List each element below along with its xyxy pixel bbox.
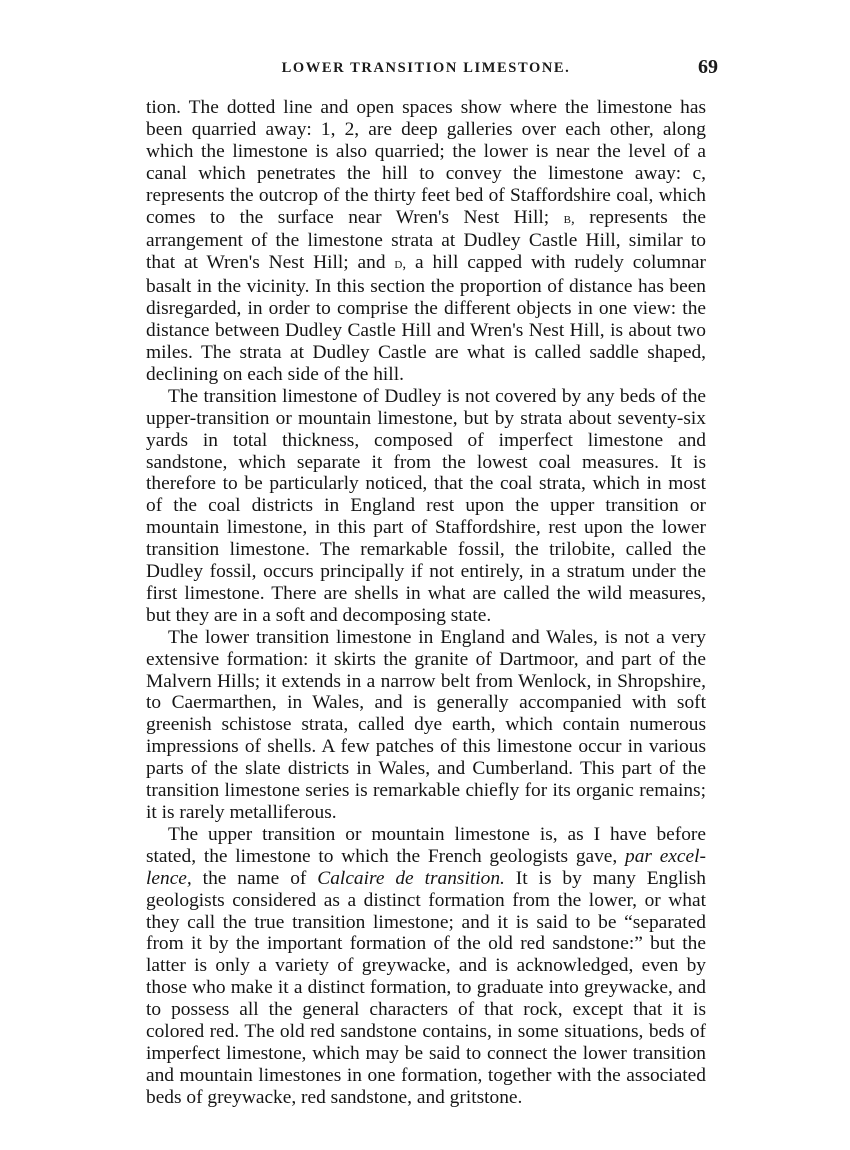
paragraph-2: The transition limestone of Dudley is not covered by any beds of the upper-transition or mountain limestone, but by strata about seventy-six yards in total thickness, composed of imperfect limestone and sandstone, which separate it from the lowest coal measures. It is therefore to be particularly noticed, that the coal strata, which in most of the coal districts in England rest upon the upper transition or mountain limestone, in this part of Staffordshire, rest upon the lower transition limestone. The remarkable fossil, the trilobite, called the Dudley fossil, occurs principally if not entirely, in a stratum under the first limestone. There are shells in what are called the wild measures, but they are in a soft and decomposing state.: [146, 385, 706, 626]
paragraph-1-text-c: a hill capped with rudely columnar basalt in the vicinity. In this section the proportion of distance has been disregarded, in order to comprise the different objects in one view: the distance between Dudley Castle Hill and Wren's Nest Hill, is about two miles. The strata at Dudley Castle are what is called saddle shaped, declining on each side of the hill.: [146, 252, 706, 385]
paragraph-4-text-a: The upper transition or mountain limestone is, as I have before stated, the limestone to which the French geologists gave,: [146, 823, 706, 867]
paragraph-1-text-b: represents the arrangement of the limestone strata at Dudley Castle Hill, similar to that at Wren's Nest Hill; and: [146, 206, 706, 274]
running-title: LOWER TRANSITION LIMESTONE.: [281, 60, 571, 76]
italic-calcaire-de-transition: Calcaire de transition.: [317, 867, 505, 889]
section-label-d: d,: [394, 256, 407, 273]
running-head: [146, 56, 718, 82]
paragraph-4: [146, 824, 706, 1109]
body-text: [146, 97, 706, 1109]
paragraph-3: The lower transition limestone in England and Wales, is not a very extensive formation: it skirts the granite of Dartmoor, and part of the Malvern Hills; it extends in a narrow belt from Wenlock, in Shropshire, to Caermarthen, in Wales, and is generally accompanied with soft greenish schistose strata, called dye earth, which contain numerous impressions of shells. A few patches of this limestone occur in various parts of the slate districts in Wales, and Cumberland. This part of the transition limestone series is remarkable chiefly for its organic remains; it is rarely metalliferous.: [146, 626, 706, 823]
paragraph-1-text-a: tion. The dotted line and open spaces show where the limestone has been quarried away: 1, 2, are deep galleries over each other, along which the limestone is also quarried; the lower is near the level of a canal which penetrates the hill to convey the limestone away: c, represents the outcrop of the thirty feet bed of Staffordshire coal, which comes to the surface near Wren's Nest Hill;: [146, 97, 706, 228]
section-label-b: b,: [563, 210, 575, 227]
paragraph-1: [146, 97, 706, 386]
paragraph-4-text-b: the name of: [191, 867, 318, 889]
italic-par-excellence: par excellence,: [146, 845, 706, 889]
page-number: 69: [698, 56, 718, 78]
paragraph-4-text-c: It is by many English geologists considered as a distinct formation from the lower, or what they call the true transition limestone; and it is said to be “separated from it by the important formation of the old red sandstone:” but the latter is only a variety of greywacke, and is acknowledged, even by those who make it a distinct formation, to graduate into greywacke, and to possess all the general characters of that rock, except that it is colored red. The old red sandstone contains, in some situations, beds of imperfect limestone, which may be said to connect the lower transition and mountain limestones in one formation, together with the associated beds of greywacke, red sandstone, and gritstone.: [146, 867, 706, 1108]
